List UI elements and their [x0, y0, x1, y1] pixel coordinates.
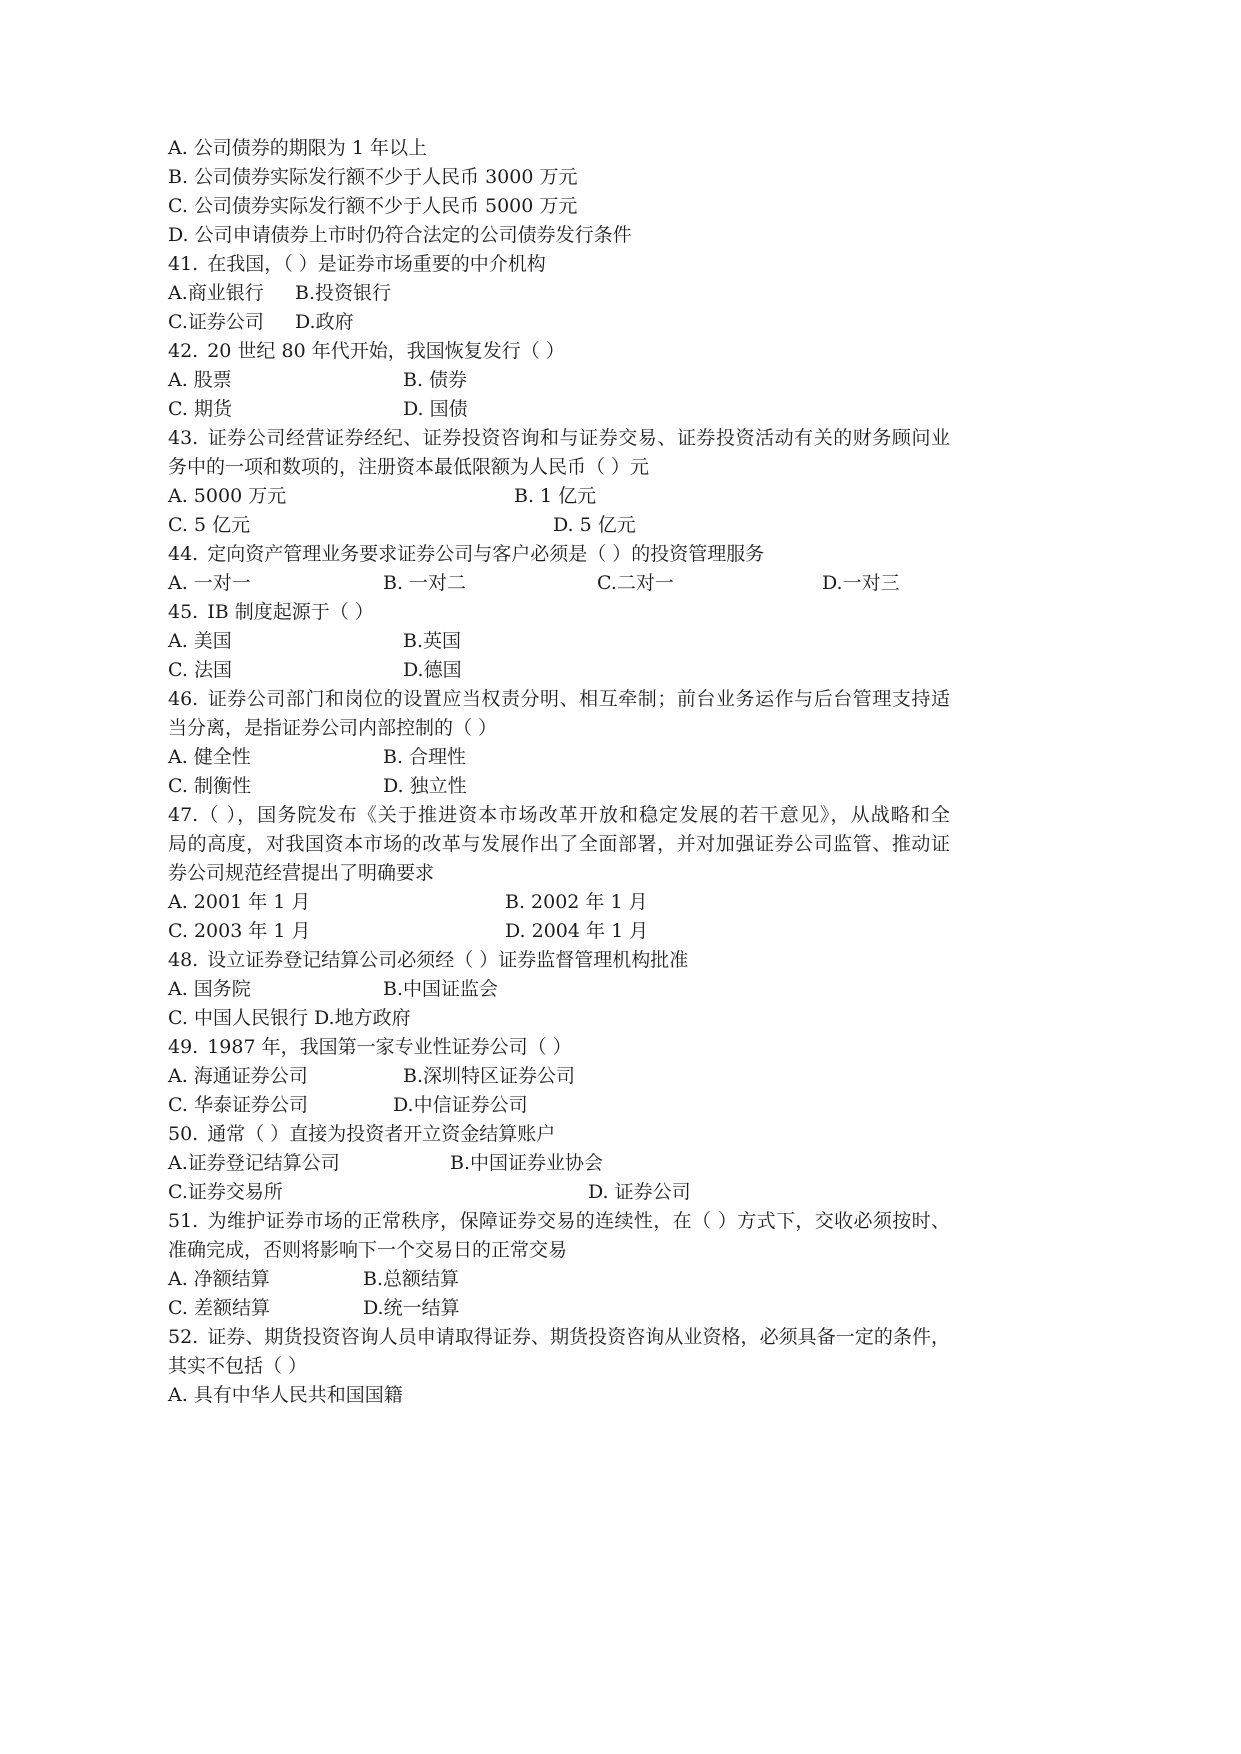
question-stem-text: 证券公司部门和岗位的设置应当权责分明、相互牵制；前台业务运作与后台管理支持适 [207, 688, 950, 710]
question-number: 42. [168, 340, 199, 362]
question-50-options-row-1 [168, 1149, 604, 1178]
continued-option-a-line [168, 134, 427, 163]
option-b: B. 公司债券实际发行额不少于人民币 3000 万元 [168, 166, 578, 188]
option-c: C. 制衡性 [168, 775, 251, 797]
option-a: A. 净额结算 [168, 1268, 270, 1290]
question-41-options-row-1 [168, 279, 392, 308]
question-42-stem [168, 337, 565, 366]
option-a: A. 股票 [168, 369, 232, 391]
question-48-stem [168, 946, 688, 975]
option-c: C. 公司债券实际发行额不少于人民币 5000 万元 [168, 195, 578, 217]
question-stem-text: 证券、期货投资咨询人员申请取得证券、期货投资咨询从业资格，必须具备一定的条件， [207, 1326, 950, 1348]
question-number: 44. [168, 543, 199, 565]
question-46-stem-continued [168, 714, 497, 743]
question-43-stem [168, 424, 950, 453]
question-stem-text: 20 世纪 80 年代开始，我国恢复发行（ ） [207, 340, 565, 362]
continued-option-b-line [168, 163, 577, 192]
question-stem-text: 券公司规范经营提出了明确要求 [168, 862, 435, 884]
option-c: C.二对一 [597, 572, 674, 594]
question-49-options-row-1 [168, 1062, 576, 1091]
question-stem-text: 其实不包括（ ） [168, 1355, 308, 1377]
option-b: B.中国证券业协会 [450, 1152, 604, 1174]
option-b: B.英国 [403, 630, 462, 652]
question-49-stem [168, 1033, 572, 1062]
question-52-stem [168, 1323, 950, 1352]
question-52-stem-continued [168, 1352, 307, 1381]
question-51-stem-continued [168, 1236, 567, 1265]
question-41-options-row-2 [168, 308, 354, 337]
question-stem-text: 设立证券登记结算公司必须经（ ）证券监督管理机构批准 [207, 949, 689, 971]
question-number: 46. [168, 688, 199, 710]
option-d: D.统一结算 [363, 1297, 460, 1319]
question-51-stem [168, 1207, 950, 1236]
question-number: 48. [168, 949, 199, 971]
option-d: D. 2004 年 1 月 [505, 920, 649, 942]
question-44-options-row [168, 569, 900, 598]
option-a: A. 一对一 [168, 572, 251, 594]
option-d: D. 5 亿元 [553, 514, 636, 536]
question-43-stem-continued [168, 453, 649, 482]
question-46-options-row-2 [168, 772, 467, 801]
option-c: C. 期货 [168, 398, 232, 420]
question-45-options-row-1 [168, 627, 462, 656]
question-41-stem [168, 250, 546, 279]
option-a: A. 美国 [168, 630, 232, 652]
question-number: 51. [168, 1210, 199, 1232]
question-46-options-row-1 [168, 743, 467, 772]
option-b: B.中国证监会 [383, 978, 499, 1000]
question-stem-text: 局的高度，对我国资本市场的改革与发展作出了全面部署，并对加强证券公司监管、推动证 [168, 833, 950, 855]
question-stem-text: 在我国，（ ）是证券市场重要的中介机构 [207, 253, 546, 275]
question-49-options-row-2 [168, 1091, 528, 1120]
option-b: B.深圳特区证券公司 [403, 1065, 576, 1087]
option-d: D. 国债 [403, 398, 468, 420]
question-50-stem [168, 1120, 555, 1149]
option-a: A. 健全性 [168, 746, 251, 768]
question-stem-text: 务中的一项和数项的，注册资本最低限额为人民币（ ）元 [168, 456, 650, 478]
question-51-options-row-1 [168, 1265, 460, 1294]
option-a: A. 2001 年 1 月 [168, 891, 311, 913]
option-d: D.政府 [295, 311, 354, 333]
question-number: 43. [168, 427, 199, 449]
question-48-options-row-1 [168, 975, 499, 1004]
question-47-options-row-2 [168, 917, 649, 946]
option-c: C. 2003 年 1 月 [168, 920, 311, 942]
option-b: B. 债券 [403, 369, 468, 391]
question-44-stem [168, 540, 764, 569]
question-stem-text: 定向资产管理业务要求证券公司与客户必须是（ ）的投资管理服务 [207, 543, 765, 565]
option-d: D.地方政府 [314, 1007, 411, 1029]
question-stem-text: 当分离，是指证券公司内部控制的（ ） [168, 717, 498, 739]
option-a: A. 具有中华人民共和国国籍 [168, 1384, 403, 1406]
question-48-options-row-2 [168, 1004, 411, 1033]
option-d: D.德国 [403, 659, 462, 681]
option-c: C. 差额结算 [168, 1297, 270, 1319]
question-stem-text: 1987 年，我国第一家专业性证券公司（ ） [207, 1036, 572, 1058]
question-50-options-row-2 [168, 1178, 691, 1207]
question-stem-text: 通常（ ）直接为投资者开立资金结算账户 [207, 1123, 556, 1145]
option-c: C. 5 亿元 [168, 514, 251, 536]
option-a: A. 海通证券公司 [168, 1065, 308, 1087]
question-stem-text: 为维护证券市场的正常秩序，保障证券交易的连续性，在（ ）方式下，交收必须按时、 [207, 1210, 950, 1232]
question-stem-text: 证券公司经营证券经纪、证券投资咨询和与证券交易、证券投资活动有关的财务顾问业 [207, 427, 950, 449]
option-a: A. 公司债券的期限为 1 年以上 [168, 137, 427, 159]
option-d: D. 公司申请债券上市时仍符合法定的公司债券发行条件 [168, 224, 632, 246]
option-a: A.证券登记结算公司 [168, 1152, 340, 1174]
option-d: D. 独立性 [383, 775, 467, 797]
question-45-options-row-2 [168, 656, 462, 685]
question-number: 49. [168, 1036, 199, 1058]
question-47-stem-continued [168, 830, 950, 859]
question-number: 47. [168, 804, 199, 826]
option-a: A. 国务院 [168, 978, 251, 1000]
continued-option-d-line [168, 221, 632, 250]
question-stem-text: （ ），国务院发布《关于推进资本市场改革开放和稳定发展的若干意见》，从战略和全 [198, 804, 950, 826]
question-number: 41. [168, 253, 199, 275]
question-47-options-row-1 [168, 888, 648, 917]
option-b: B.投资银行 [295, 282, 392, 304]
option-c: C. 中国人民银行 [168, 1007, 308, 1029]
option-c: C.证券公司 [168, 311, 264, 333]
question-number: 45. [168, 601, 199, 623]
option-b: B. 一对二 [383, 572, 467, 594]
option-c: C. 法国 [168, 659, 232, 681]
option-a: A.商业银行 [168, 282, 264, 304]
question-42-options-row-2 [168, 395, 468, 424]
option-b: B. 2002 年 1 月 [505, 891, 648, 913]
option-c: C. 华泰证券公司 [168, 1094, 308, 1116]
question-47-stem-continued [168, 859, 434, 888]
option-b: B. 合理性 [383, 746, 467, 768]
question-42-options-row-1 [168, 366, 468, 395]
option-b: B.总额结算 [363, 1268, 460, 1290]
question-number: 50. [168, 1123, 199, 1145]
question-stem-text: 准确完成，否则将影响下一个交易日的正常交易 [168, 1239, 568, 1261]
question-51-options-row-2 [168, 1294, 460, 1323]
question-43-options-row-2 [168, 511, 636, 540]
continued-option-c-line [168, 192, 577, 221]
question-52-options-row-1 [168, 1381, 403, 1410]
option-d: D.一对三 [822, 572, 900, 594]
question-46-stem [168, 685, 950, 714]
question-45-stem [168, 598, 374, 627]
question-number: 52. [168, 1326, 199, 1348]
question-47-stem [168, 801, 950, 830]
question-stem-text: IB 制度起源于（ ） [207, 601, 374, 623]
option-c: C.证券交易所 [168, 1181, 283, 1203]
question-43-options-row-1 [168, 482, 597, 511]
option-d: D. 证券公司 [588, 1181, 691, 1203]
option-d: D.中信证券公司 [393, 1094, 528, 1116]
option-a: A. 5000 万元 [168, 485, 287, 507]
option-b: B. 1 亿元 [514, 485, 597, 507]
